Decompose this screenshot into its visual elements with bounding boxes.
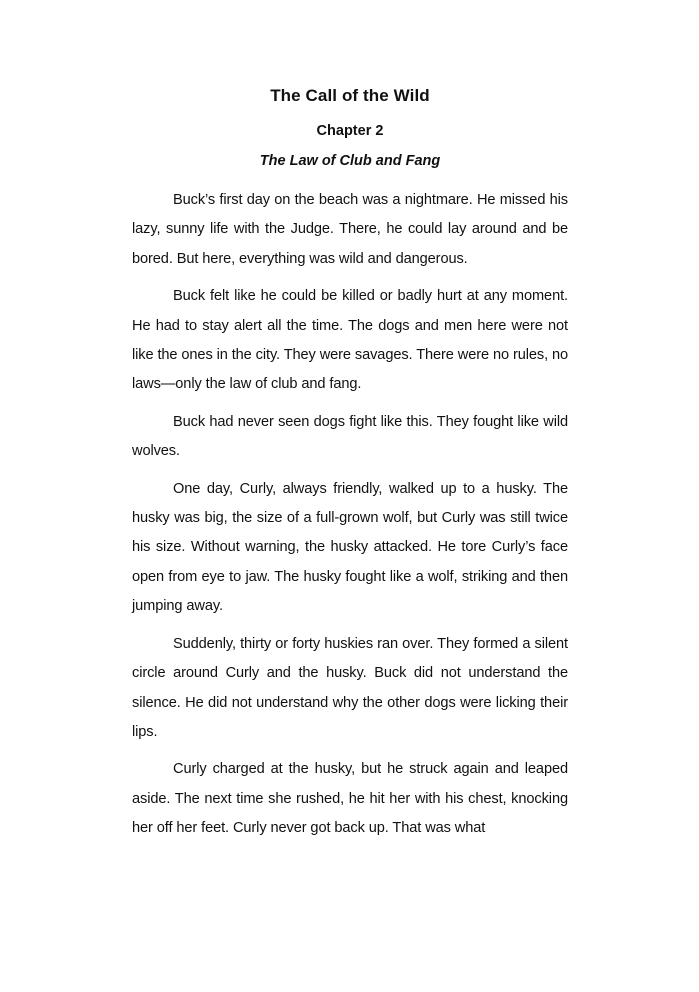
body-paragraph: Suddenly, thirty or forty huskies ran over. They formed a silent circle around Curly and the husky. Buck did not understand the silence. He did not understand why the other dogs were licking their lips. — [132, 635, 568, 740]
page-content — [132, 82, 568, 852]
body-paragraph: Buck felt like he could be killed or badly hurt at any moment. He had to stay alert all the time. The dogs and men here were not like the ones in the city. They were savages. There were no rules, no laws—only the law of club and fang. — [132, 288, 569, 393]
body-paragraph: Buck had never seen dogs fight like this. They fought like wild wolves. — [132, 413, 568, 460]
body-paragraph: Buck’s first day on the beach was a nightmare. He missed his lazy, sunny life with the Judge. There, he could lay around and be bored. But here, everything was wild and dangerous. — [132, 192, 568, 267]
body-paragraph: One day, Curly, always friendly, walked up to a husky. The husky was big, the size of a full-grown wolf, but Curly was still twice his size. Without warning, the husky attacked. He tore Curly’s face open from eye to jaw. The husky fought like a wolf, striking and then jumping away. — [132, 480, 568, 615]
book-title: The Call of the Wild — [270, 86, 430, 105]
body-paragraph: Curly charged at the husky, but he struck again and leaped aside. The next time she rushed, he hit her with his chest, knocking her off her feet. Curly never got back up. That was what — [132, 761, 568, 837]
chapter-title: The Law of Club and Fang — [259, 153, 441, 169]
chapter-number: Chapter 2 — [316, 123, 384, 139]
